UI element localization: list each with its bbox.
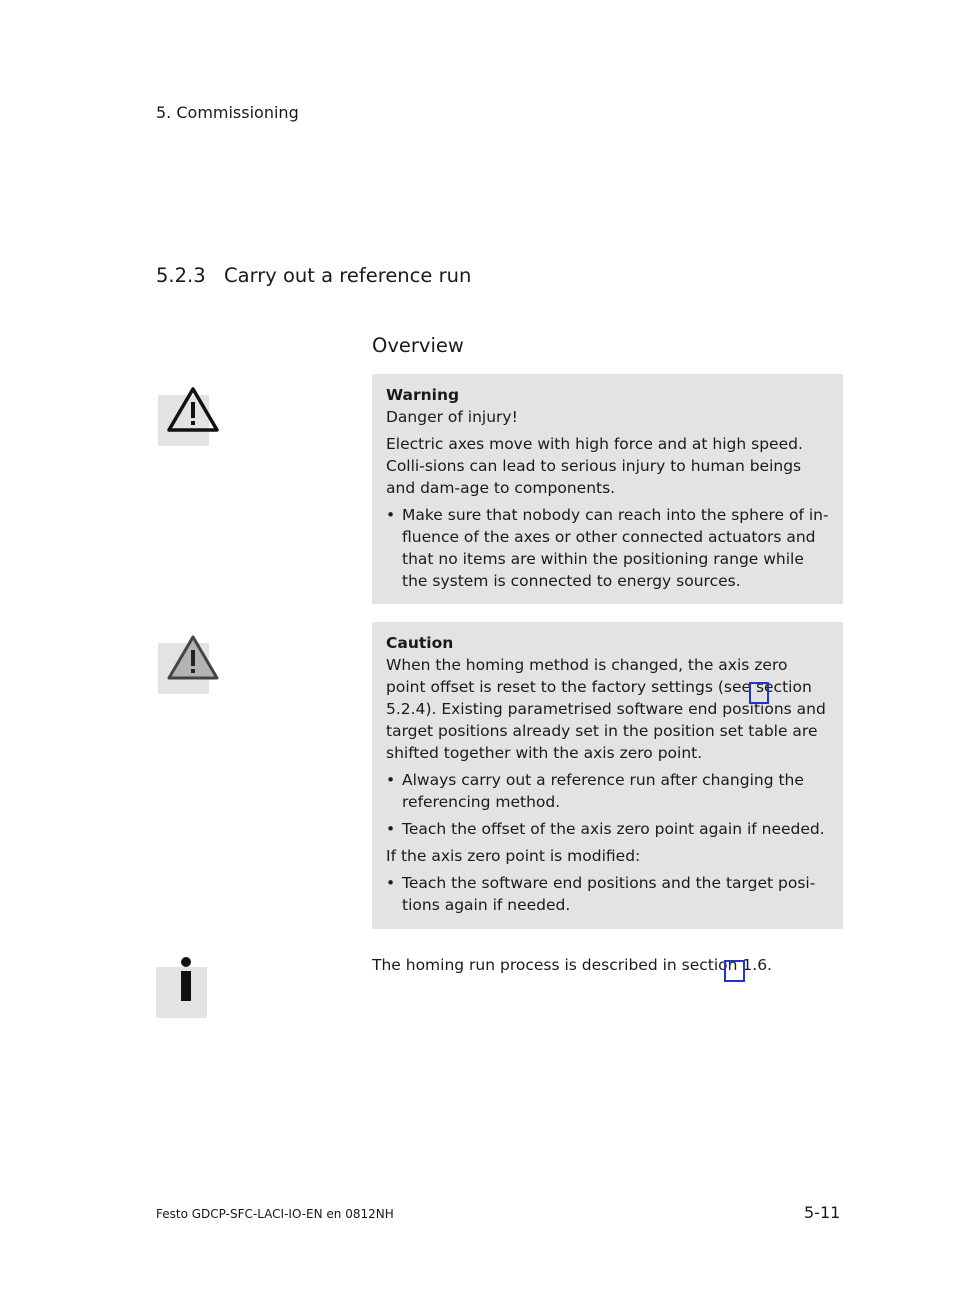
caution-bullet: • Teach the offset of the axis zero point again if needed. xyxy=(386,818,829,840)
section-heading xyxy=(156,264,471,287)
warning-text: Electric axes move with high force and at high speed. Colli-sions can lead to serious injury to human beings and dam-age to components. xyxy=(386,435,803,497)
caution-bullet-list-2 xyxy=(386,872,829,916)
section-title: Carry out a reference run xyxy=(224,264,472,287)
warning-bullet-list xyxy=(386,504,829,592)
section-number: 5.2.3 xyxy=(156,264,206,287)
caution-bullet-list xyxy=(386,769,829,840)
info-icon xyxy=(176,955,196,1003)
section-5-2-4-link[interactable] xyxy=(749,682,769,704)
caution-text: When the homing method is changed, the axis zero point offset is reset to the factory settings (see section 5.2.4). Existing parametrised software end positions and target positions already set in the position set table are shifted together with the axis zero point. xyxy=(386,656,826,762)
caution-title: Caution xyxy=(386,634,454,652)
page-number: 5-11 xyxy=(804,1203,841,1222)
caution-triangle-icon xyxy=(166,632,220,682)
section-1-6-link[interactable] xyxy=(724,960,745,982)
warning-subtitle: Danger of injury! xyxy=(386,408,518,426)
warning-triangle-icon xyxy=(166,384,220,434)
warning-bullet: • Make sure that nobody can reach into the sphere of in-fluence of the axes or other connected actuators and that no items are within the positioning range while the system is connected to energy sources. xyxy=(386,504,829,592)
caution-bullet: • Teach the software end positions and the target posi-tions again if needed. xyxy=(386,872,829,916)
warning-title: Warning xyxy=(386,386,460,404)
footer-document-id: Festo GDCP-SFC-LACI-IO-EN en 0812NH xyxy=(156,1207,394,1221)
caution-text-2: If the axis zero point is modified: xyxy=(386,847,641,865)
overview-heading: Overview xyxy=(372,334,464,357)
info-text: The homing run process is described in section 1.6. xyxy=(372,956,772,974)
caution-box xyxy=(372,622,843,929)
warning-box xyxy=(372,374,843,604)
running-header-chapter: 5. Commissioning xyxy=(156,103,299,122)
caution-bullet: • Always carry out a reference run after changing the referencing method. xyxy=(386,769,829,813)
